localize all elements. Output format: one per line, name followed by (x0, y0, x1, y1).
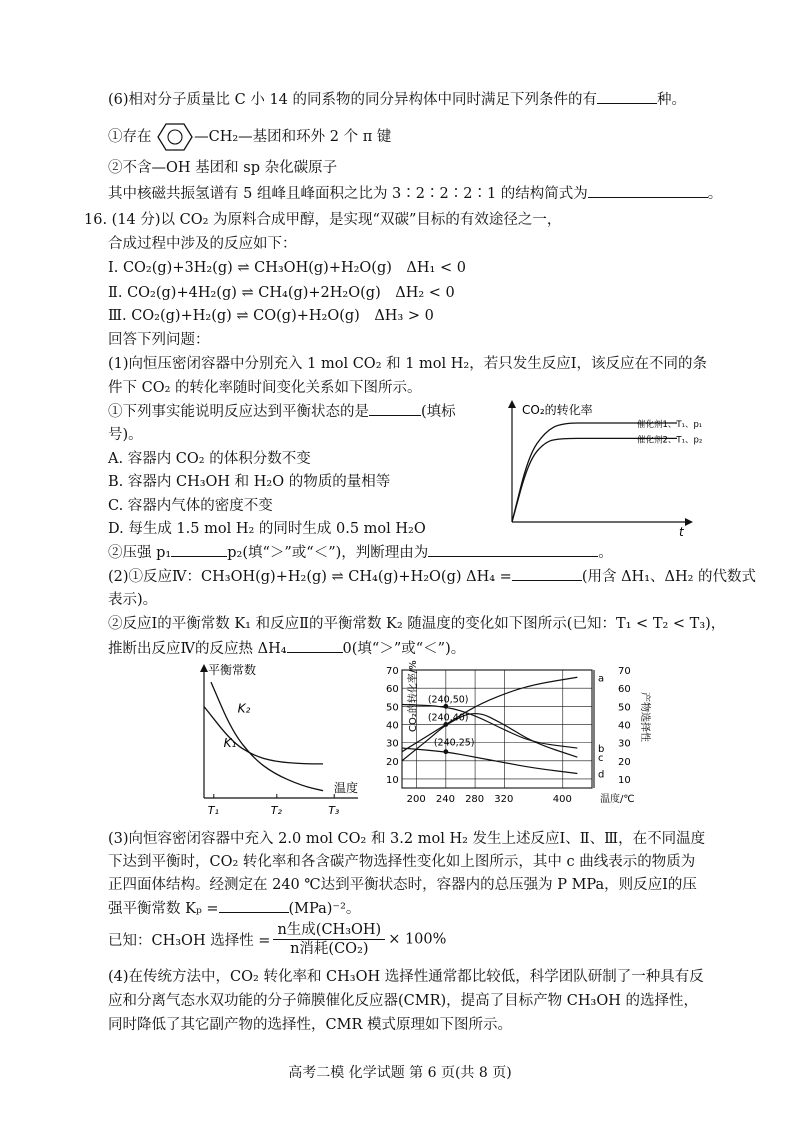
x-tick-label-5: 400 (552, 794, 572, 805)
q6-stem-end: 种。 (657, 92, 687, 108)
part1-q2-blank2[interactable] (428, 542, 598, 557)
y-tick-label-5: 50 (386, 702, 399, 714)
part4-line-a: (4)在传统方法中，CO₂ 转化率和 CH₃OH 选择性通常都比较低，科学团队研制了一种具有反 (108, 969, 704, 985)
series-label-c: c (598, 753, 604, 765)
part1-line-b: 件下 CO₂ 的转化率随时间变化关系如下图所示。 (108, 380, 422, 396)
point-marker-3 (443, 749, 448, 754)
y2-tick-label-6: 60 (618, 684, 631, 696)
y-axis-arrow (508, 400, 516, 408)
x-tick-label-2: T₂ (270, 804, 282, 817)
benzene-ring-icon (156, 122, 194, 152)
x-axis-label: t (679, 525, 684, 539)
q6-cond1 (108, 122, 391, 152)
x-axis-label: 温度 (334, 781, 359, 795)
part3-line-d (108, 898, 360, 919)
q6-stem (108, 89, 686, 110)
part2-e-text: 推断出反应Ⅳ的反应热 ΔH₄ (108, 641, 287, 657)
part1-q1-text: ①下列事实能说明反应达到平衡状态的是 (108, 404, 369, 420)
answer-prompt: 回答下列问题： (108, 332, 210, 348)
plot-frame (402, 670, 592, 788)
q6-answer-blank[interactable] (597, 89, 657, 104)
x-axis-label: 温度/℃ (600, 794, 635, 805)
option-c: C. 容器内气体的密度不变 (108, 498, 273, 514)
part3-kp-blank[interactable] (219, 898, 289, 913)
part2-line-d: ②反应Ⅰ的平衡常数 K₁ 和反应Ⅱ的平衡常数 K₂ 随温度的变化如下图所示(已知：T₁ < T₂ < T₃)， (108, 616, 726, 632)
part1-q1 (108, 401, 456, 422)
q16-intro2: 合成过程中涉及的反应如下： (108, 236, 297, 252)
series-line-b (402, 704, 577, 748)
y2-tick-label-4: 40 (618, 720, 631, 732)
part1-q1-end: 号)。 (108, 427, 143, 443)
part2-blank1[interactable] (512, 566, 582, 581)
part2-line-c: 表示)。 (108, 592, 158, 608)
part2-e-end: 0(填“＞”或“＜”)。 (342, 641, 466, 657)
q6-nmr-text: 其中核磁共振氢谱有 5 组峰且峰面积之比为 3∶2∶2∶2∶1 的结构简式为 (108, 186, 588, 202)
part1-q2-middle: p₂(填“＞”或“＜”)，判断理由为 (227, 545, 429, 561)
part2-line-a (108, 566, 756, 587)
y2-axis-label: 产物选择性 (639, 692, 650, 742)
part2-suffix: (用含 ΔH₁、ΔH₂ 的代数式 (581, 569, 757, 585)
part3-kp-text: 强平衡常数 Kₚ = (108, 901, 219, 917)
x-tick-label-1: T₁ (207, 804, 219, 817)
series-label-2: 催化剂2、T₁、p₂ (637, 435, 703, 446)
selectivity-label: 已知：CH₃OH 选择性 = (108, 933, 271, 949)
part1-q2-blank1[interactable] (171, 542, 227, 557)
series-label-b: b (598, 744, 605, 756)
q6-cond2: ②不含—OH 基团和 sp 杂化碳原子 (108, 160, 338, 176)
q6-nmr-blank[interactable] (588, 183, 708, 198)
selectivity-formula (108, 921, 446, 958)
x-tick-label-2: 240 (435, 794, 455, 805)
point-label-3: (240,25) (433, 737, 475, 749)
reaction-1: Ⅰ. CO₂(g)+3H₂(g) ⇌ CH₃OH(g)+H₂O(g) ΔH₁ < 0 (108, 260, 466, 276)
y-tick-label-7: 70 (386, 666, 399, 677)
chart-conversion-time (498, 398, 703, 539)
part4-line-b: 应和分离气态水双功能的分子筛膜催化反应器(CMR)，提高了目标产物 CH₃OH 的选择性， (108, 993, 698, 1009)
option-d: D. 每生成 1.5 mol H₂ 的同时生成 0.5 mol H₂O (108, 521, 426, 537)
part1-line-a: (1)向恒压密闭容器中分别充入 1 mol CO₂ 和 1 mol H₂，若只发生反应Ⅰ，该反应在不同的条 (108, 356, 707, 372)
point-label-1: (240,50) (427, 694, 469, 706)
part3-line-b: 下达到平衡时，CO₂ 转化率和各含碳产物选择性变化如上图所示，其中 c 曲线表示的物质为 (108, 854, 696, 870)
x-tick-label-3: T₃ (328, 804, 340, 817)
selectivity-fraction (273, 921, 385, 958)
part3-kp-unit: (MPa)⁻²。 (288, 901, 361, 917)
q6-cond1-post: —CH₂—基团和环外 2 个 π 键 (194, 129, 392, 145)
reaction-3: Ⅲ. CO₂(g)+H₂(g) ⇌ CO(g)+H₂O(g) ΔH₃ > 0 (108, 308, 434, 324)
part1-q2 (108, 542, 613, 563)
part3-line-c: 正四面体结构。经测定在 240 ℃达到平衡状态时，容器内的总压强为 P MPa，则反应Ⅰ的压 (108, 877, 697, 893)
x-tick-label-1: 200 (406, 794, 426, 805)
chart-k-temperature (180, 662, 370, 822)
x-axis-arrow (685, 518, 693, 526)
y-tick-label-6: 60 (386, 684, 399, 696)
part4-line-c: 同时降低了其它副产物的选择性，CMR 模式原理如下图所示。 (108, 1017, 512, 1033)
label-k1: K₁ (223, 735, 237, 750)
q6-nmr-end: 。 (707, 186, 723, 202)
q16-intro1: 16. (14 分)以 CO₂ 为原料合成甲醇，是实现“双碳”目标的有效途径之一， (84, 212, 562, 228)
q6-stem-text: (6)相对分子质量比 C 小 14 的同系物的同分异构体中同时满足下列条件的有 (108, 92, 598, 108)
part2-text: (2)①反应Ⅳ：CH₃OH(g)+H₂(g) ⇌ CH₄(g)+H₂O(g) ΔH₄ = (108, 569, 512, 585)
part1-q1-blank[interactable] (369, 401, 421, 416)
series-line-K₁ (204, 707, 323, 764)
part2-line-e (108, 638, 465, 659)
series-label-d: d (598, 769, 605, 781)
y2-tick-label-3: 30 (618, 738, 631, 750)
part1-q1-suffix: (填标 (421, 404, 456, 420)
label-k2: K₂ (237, 701, 251, 716)
y-axis-label: CO₂的转化率/% (408, 660, 419, 732)
y-axis-label: 平衡常数 (208, 663, 257, 677)
series-line-2 (512, 438, 677, 522)
x-tick-label-3: 280 (465, 794, 485, 805)
y-axis-label: CO₂的转化率 (522, 403, 593, 417)
y2-tick-label-1: 10 (618, 774, 631, 786)
y-tick-label-4: 40 (386, 720, 399, 732)
option-a: A. 容器内 CO₂ 的体积分数不变 (108, 451, 311, 467)
series-label-a: a (598, 673, 605, 685)
y-axis-arrow (200, 664, 208, 672)
selectivity-denominator: n消耗(CO₂) (290, 941, 369, 957)
x-tick-label-4: 320 (494, 794, 514, 805)
part1-q2-end: 。 (598, 545, 613, 561)
part3-line-a: (3)向恒容密闭容器中充入 2.0 mol CO₂ 和 3.2 mol H₂ 发生上述反应Ⅰ、Ⅱ、Ⅲ，在不同温度 (108, 831, 706, 847)
y-tick-label-3: 30 (386, 738, 399, 750)
q6-cond1-pre: ①存在 (108, 129, 152, 145)
option-b: B. 容器内 CH₃OH 和 H₂O 的物质的量相等 (108, 474, 391, 490)
y2-tick-label-2: 20 (618, 756, 631, 768)
y2-tick-label-5: 50 (618, 702, 631, 714)
series-label-1: 催化剂1、T₁、p₁ (637, 420, 703, 430)
part1-q2-text: ②压强 p₁ (108, 545, 172, 561)
selectivity-numerator: n生成(CH₃OH) (273, 921, 385, 940)
y-tick-label-1: 10 (386, 774, 399, 786)
y-tick-label-2: 20 (386, 756, 399, 768)
part2-blank2[interactable] (287, 638, 343, 653)
chart-selectivity-temperature (366, 660, 650, 816)
selectivity-suffix: × 100% (388, 931, 447, 948)
y2-tick-label-7: 70 (618, 666, 631, 677)
point-label-2: (240,40) (427, 712, 469, 724)
q6-nmr (108, 183, 722, 204)
page-footer: 高考二模 化学试题 第 6 页(共 8 页) (288, 1065, 512, 1081)
reaction-2: Ⅱ. CO₂(g)+4H₂(g) ⇌ CH₄(g)+2H₂O(g) ΔH₂ < 0 (108, 285, 455, 301)
